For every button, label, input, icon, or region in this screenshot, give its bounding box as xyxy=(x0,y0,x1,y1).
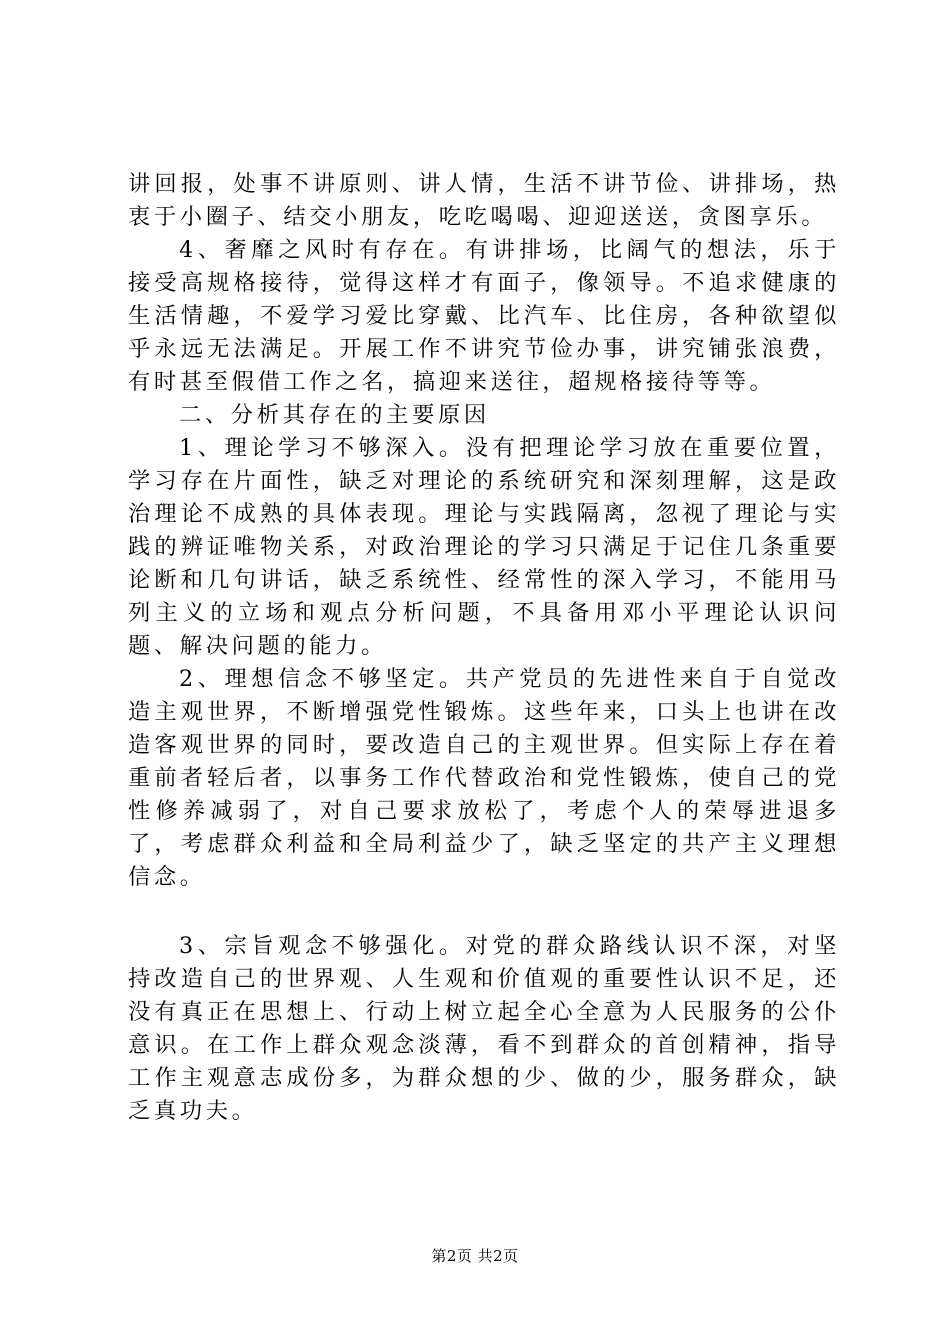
paragraph-item-2: 2、理想信念不够坚定。共产党员的先进性来自于自觉改造主观世界，不断增强党性锻炼。这些年来，口头上也讲在改造客观世界的同时，要改造自己的主观世界。但实际上存在着重前者轻后者，以事务工作代替政治和党性锻炼，使自己的党性修养减弱了，对自己要求放松了，考虑个人的荣辱进退多了，考虑群众利益和全局利益少了，缺乏坚定的共产主义理想信念。 xyxy=(128,666,840,890)
paragraph-item-3: 3、宗旨观念不够强化。对党的群众路线认识不深，对坚持改造自己的世界观、人生观和价值观的重要性认识不足，还没有真正在思想上、行动上树立起全心全意为人民服务的公仆意识。在工作上群众观念淡薄，看不到群众的首创精神，指导工作主观意志成份多，为群众想的少、做的少，服务群众，缺乏真功夫。 xyxy=(128,933,840,1124)
paragraph-item-1: 1、理论学习不够深入。没有把理论学习放在重要位置，学习存在片面性，缺乏对理论的系统研究和深刻理解，这是政治理论不成熟的具体表现。理论与实践隔离，忽视了理论与实践的辨证唯物关系，对政治理论的学习只满足于记住几条重要论断和几句讲话，缺乏系统性、经常性的深入学习，不能用马列主义的立场和观点分析问题，不具备用邓小平理论认识问题、解决问题的能力。 xyxy=(128,435,840,659)
section-heading: 二、分析其存在的主要原因 xyxy=(179,402,490,428)
page-footer: 第2页 共2页 xyxy=(431,1247,519,1265)
paragraph-continuation: 讲回报，处事不讲原则、讲人情，生活不讲节俭、讲排场，热衷于小圈子、结交小朋友，吃吃喝喝、迎迎送送，贪图享乐。 xyxy=(128,171,840,230)
document-body xyxy=(128,168,840,1128)
paragraph-item-4: 4、奢靡之风时有存在。有讲排场，比阔气的想法，乐于接受高规格接待，觉得这样才有面子，像领导。不追求健康的生活情趣，不爱学习爱比穿戴、比汽车、比住房，各种欲望似乎永远无法满足。开展工作不讲究节俭办事，讲究铺张浪费，有时甚至假借工作之名，搞迎来送往，超规格接待等等。 xyxy=(128,237,840,395)
